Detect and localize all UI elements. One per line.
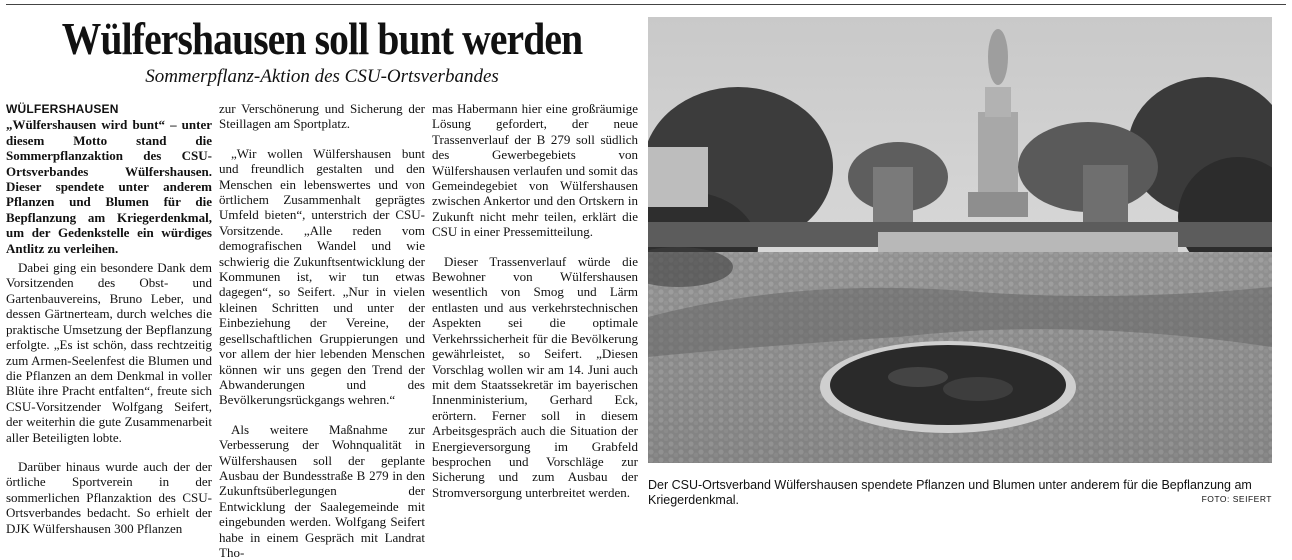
column-1 — [6, 101, 212, 536]
lead-text: „Wülfershausen wird bunt“ – unter diesem Motto stand die Sommerpflanzaktion des CSU-Ortsverbandes Wülfershausen. Dieser spendete unter anderem Pflanzen und Blumen für die Bepflanzung am Kriegerdenkmal, um der Gedenkstelle ein würdiges Antlitz zu verleihen. — [6, 117, 212, 256]
column-2 — [219, 101, 425, 560]
paragraph: zur Verschönerung und Sicherung der Steillagen am Sportplatz. — [219, 101, 425, 132]
top-rule — [6, 4, 1286, 5]
dateline: WÜLFERSHAUSEN — [6, 102, 119, 116]
paragraph: Dieser Trassenverlauf würde die Bewohner von Wülfershausen wesentlich von Smog und Lärm entlasten und aus verkehrstechnischen Aspekten sei die optimale Verkehrssicherheit für die Bevölkerung gewährleistet, so Seifert. „Diesen Vorschlag wollen wir am 14. Juni auch mit dem Staatssekretär im bayerischen Innenministerium, Gerhard Eck, erörtern. Ferner soll in diesem Arbeitsgespräch auch die Situation der Energieversorgung im Grabfeld besprochen und Vorschläge zur Sicherung und zum Ausbau der Stromversorgung unterbreitet werden. — [432, 253, 638, 500]
paragraph: mas Habermann hier eine großräumige Lösung gefordert, der neue Trassenverlauf der B 279 soll südlich des Gewerbegebiets von Wülfershausen verlaufen und somit das Gemeindegebiet von Wülfershausen zwischen Ankertor und den Ortskern in Zukunft nicht mehr teilen, erklärt die CSU in einer Pressemitteilung. — [432, 101, 638, 240]
column-3 — [432, 101, 638, 500]
headline: Wülfershausen soll bunt werden — [61, 13, 583, 64]
subheadline: Sommerpflanz-Aktion des CSU-Ortsverbandes — [145, 66, 499, 87]
paragraph: „Wir wollen Wülfershausen bunt und freundlich gestalten und den Menschen ein lebenswertes und von örtlichem Zusammenhalt geprägtes Umfeld bieten“, unterstrich der CSU-Vorsitzende. „Alle reden vom demografischen Wandel und wie schwierig die Zukunftsentwicklung der Kommunen ist, wir tun etwas dagegen“, so Seifert. „Nur in vielen kleinen Schritten und unter der Einbeziehung der Vereine, der gesellschaftlichen Gruppierungen und vor allem der hier lebenden Menschen können wir uns gegen den Trend der Abwanderungen und des Bevölkerungsrückgangs wehren.“ — [219, 145, 425, 408]
photo-war-memorial — [648, 17, 1272, 463]
photo-credit: FOTO: SEIFERT — [1201, 494, 1272, 504]
paragraph: Darüber hinaus wurde auch der der örtliche Sportverein in der sommerlichen Pflanzaktion des CSU-Ortsverbandes bedacht. So erhielt der DJK Wülfershausen 300 Pflanzen — [6, 458, 212, 536]
paragraph: Dabei ging ein besondere Dank dem Vorsitzenden des Obst- und Gartenbauvereins, Bruno Leber, und dessen Gärtnerteam, durch welches die praktische Umsetzung der Bepflanzung erfolgte. „Es ist schön, dass rechtzeitig zum Armen-Seelenfest die Blumen und die Pflanzen an dem Denkmal in voller Blüte ihre Pracht entfalten“, freute sich CSU-Vorsitzender Wolfgang Seifert, der weiterhin die gute Zusammenarbeit aller Beteiligten lobte. — [6, 260, 212, 445]
photo-caption: Der CSU-Ortsverband Wülfershausen spendete Pflanzen und Blumen unter anderem für die Bepflanzung am Kriegerdenkmal. — [648, 478, 1252, 507]
paragraph: Als weitere Maßnahme zur Verbesserung der Wohnqualität in Wülfershausen soll der geplante Ausbau der Bundesstraße B 279 in den Zukunftsüberlegungen der Entwicklung der Saalegemeinde mit eingebunden werden. Wolfgang Seifert habe in einem Gespräch mit Landrat Tho- — [219, 421, 425, 560]
lead-paragraph — [6, 101, 212, 256]
